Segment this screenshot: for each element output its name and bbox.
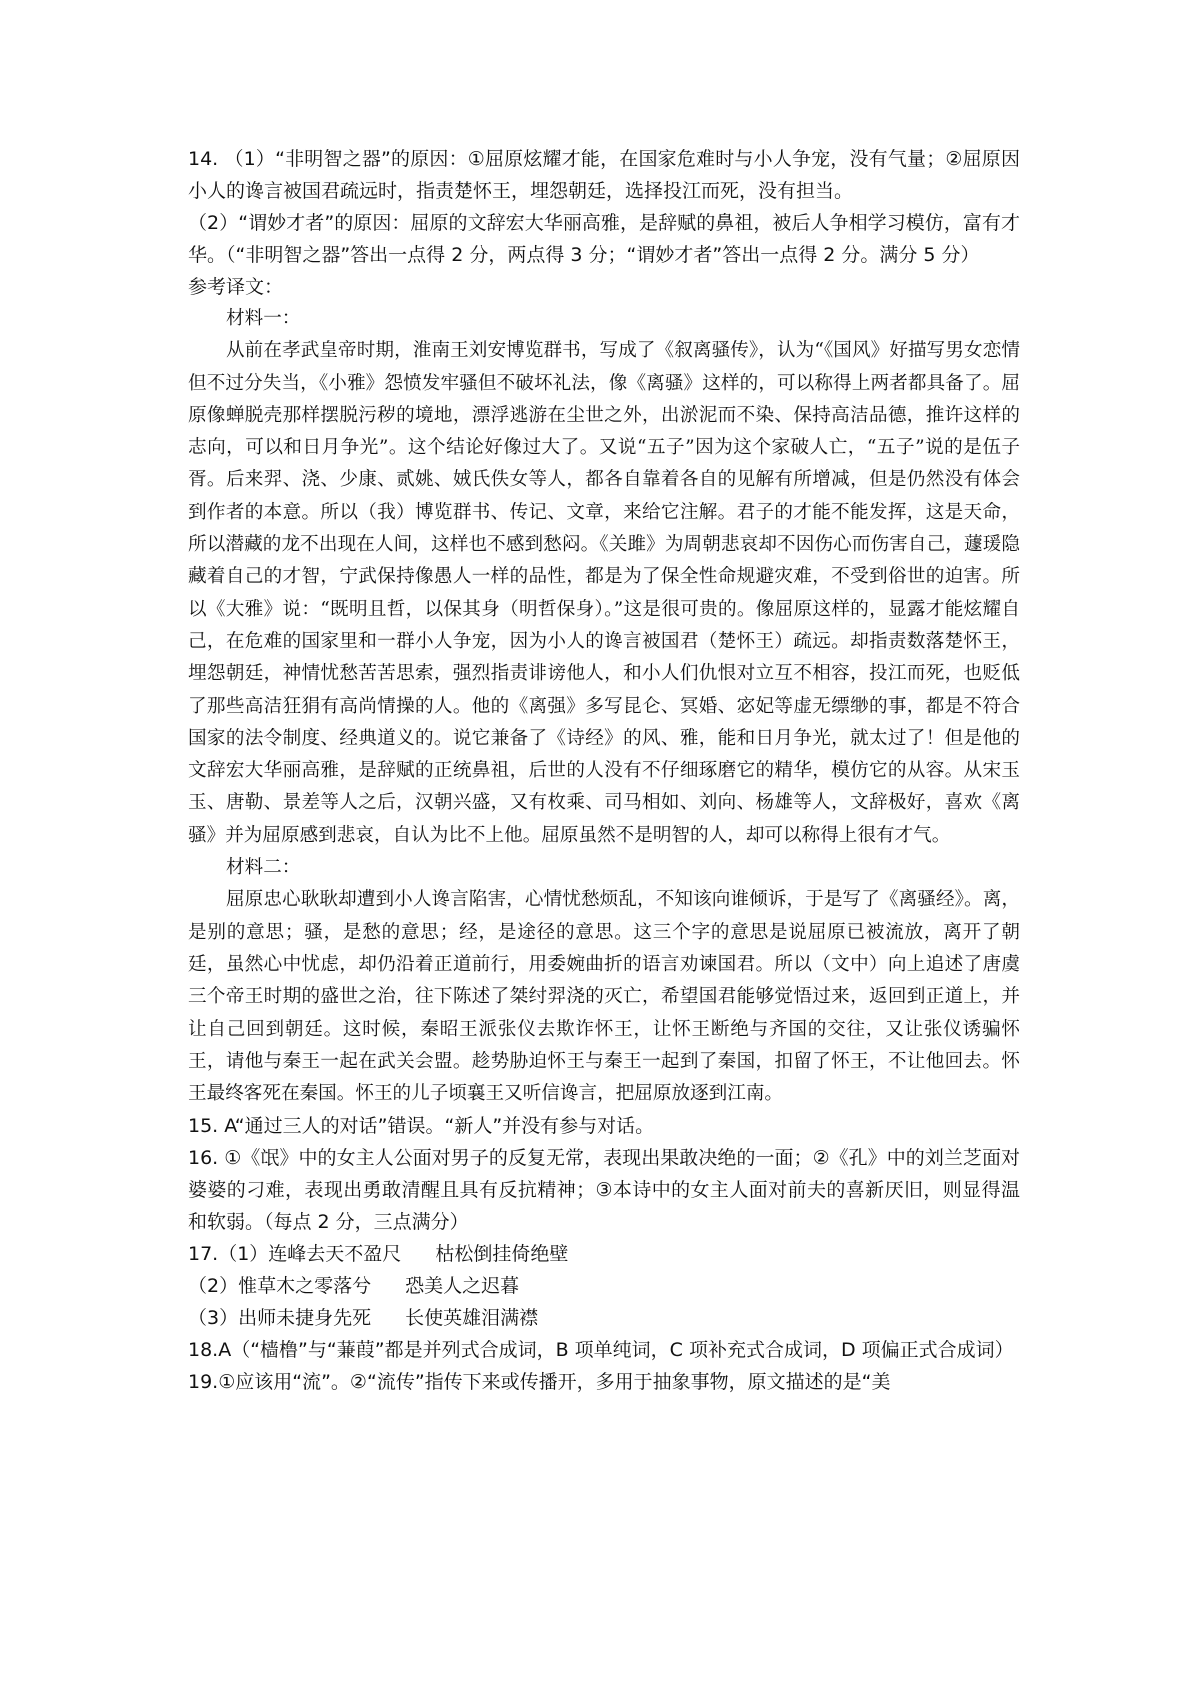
material-one-text: 从前在孝武皇帝时期，淮南王刘安博览群书，写成了《叙离骚传》，认为“《国风》好描写男女恋情但不过分失当，《小雅》怨愤发牢骚但不破坏礼法，像《离骚》这样的，可以称得上两者都具备了。屈原像蝉脱壳那样摆脱污秽的境地，漂浮逃游在尘世之外，出淤泥而不染、保持高洁品德，推许这样的志向，可以和日月争光”。这个结论好像过大了。又说“五子”因为这个家破人亡，“五子”说的是伍子胥。后来羿、浇、少康、贰姚、娀氏佚女等人，都各自靠着各自的见解有所增减，但是仍然没有体会到作者的本意。所以（我）博览群书、传记、文章，来给它注解。君子的才能不能发挥，这是天命，所以潜藏的龙不出现在人间，这样也不感到愁闷。《关雎》为周朝悲哀却不因伤心而伤害自己，蘧瑗隐藏着自己的才智，宁武保持像愚人一样的品性，都是为了保全性命规避灾难，不受到俗世的迫害。所以《大雅》说：“既明且哲，以保其身（明哲保身）。”这是很可贵的。像屈原这样的，显露才能炫耀自己，在危难的国家里和一群小人争宠，因为小人的谗言被国君（楚怀王）疏远。却指责数落楚怀王，埋怨朝廷，神情忧愁苦苦思索，强烈指责诽谤他人，和小人们仇恨对立互不相容，投江而死，也贬低了那些高洁狂狷有高尚情操的人。他的《离强》多写昆仑、冥婚、宓妃等虚无缥缈的事，都是不符合国家的法令制度、经典道义的。说它兼备了《诗经》的风、雅，能和日月争光，就太过了！但是他的文辞宏大华丽高雅，是辞赋的正统鼻祖，后世的人没有不仔细琢磨它的精华，模仿它的从容。从宋玉玉、唐勒、景差等人之后，汉朝兴盛，又有枚乘、司马相如、刘向、杨雄等人，文辞极好，喜欢《离骚》并为屈原感到悲哀，自认为比不上他。屈原虽然不是明智的人，却可以称得上很有才气。 [188,340,1020,846]
material-two-text: 屈原忠心耿耿却遭到小人谗言陷害，心情忧愁烦乱，不知该向谁倾诉，于是写了《离骚经》。离，是别的意思；骚，是愁的意思；经，是途径的意思。这三个字的意思是说屈原已被流放，离开了朝廷，虽然心中忧虑，却仍沿着正道前行，用委婉曲折的语言劝谏国君。所以（文中）向上追述了唐虞三个帝王时期的盛世之治，往下陈述了桀纣羿浇的灭亡，希望国君能够觉悟过来，返回到正道上，并让自己回到朝廷。这时候，秦昭王派张仪去欺诈怀王，让怀王断绝与齐国的交往，又让张仪诱骗怀王，请他与秦王一起在武关会盟。趁势胁迫怀王与秦王一起到了秦国，扣留了怀王，不让他回去。怀王最终客死在秦国。怀王的儿子顷襄王又听信谗言，把屈原放逐到江南。 [188,889,1020,1105]
q17-line-1-b: 枯松倒挂倚绝壁 [435,1243,569,1266]
q16-answer: 16. ①《氓》中的女主人公面对男子的反复无常，表现出果敢决绝的一面；②《孔》中的刘兰芝面对婆婆的刁难，表现出勇敢清醒且具有反抗精神；③本诗中的女主人面对前夫的喜新厌旧，则显得温和软弱。（每点 2 分，三点满分） [188,1147,1020,1234]
material-two-label: 材料二： [226,857,301,879]
q19-answer: 19.①应该用“流”。②“流传”指传下来或传播开，多用于抽象事物，原文描述的是“美 [188,1371,891,1394]
q17-line-1-a: 17.（1）连峰去天不盈尺 [188,1243,402,1266]
q17-line-1 [188,1238,1020,1270]
q14-part2: （2）“谓妙才者”的原因：屈原的文辞宏大华丽高雅，是辞赋的鼻祖，被后人争相学习模仿，富有才华。（“非明智之器”答出一点得 2 分，两点得 3 分；“谓妙才者”答出一点得 2 分。满分 5 分） [188,212,1020,266]
q15-answer: 15. A“通过三人的对话”错误。“新人”并没有参与对话。 [188,1115,655,1138]
q18-answer: 18.A（“樯橹”与“蒹葭”都是并列式合成词，B 项单纯词，C 项补充式合成词，D 项偏正式合成词） [188,1339,1014,1362]
q17-line-3 [188,1302,1020,1334]
answer-page [188,143,1020,1398]
q17-line-2-a: （2）惟草木之零落兮 [188,1275,372,1298]
q17-line-2-b: 恐美人之迟暮 [405,1275,520,1298]
material-one-label: 材料一： [226,308,301,329]
q14-part1: 14. （1）“非明智之器”的原因：①屈原炫耀才能，在国家危难时与小人争宠，没有气量；②屈原因小人的谗言被国君疏远时，指责楚怀王，埋怨朝廷，选择投江而死，没有担当。 [188,148,1020,202]
q17-line-3-a: （3）出师未捷身先死 [188,1307,372,1330]
q17-line-3-b: 长使英雄泪满襟 [405,1307,539,1330]
translation-heading: 参考译文： [188,276,284,298]
q17-line-2 [188,1270,1020,1302]
